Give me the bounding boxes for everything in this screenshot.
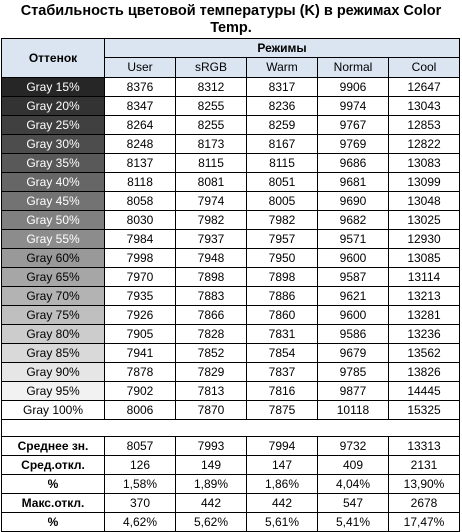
value-cell: 7998	[105, 249, 176, 268]
table-row	[2, 363, 460, 382]
stat-value-cell: 5,61%	[247, 513, 318, 532]
table-row	[2, 78, 460, 97]
shade-name-cell: Gray 75%	[2, 306, 105, 325]
value-cell: 7984	[105, 230, 176, 249]
value-cell: 7866	[176, 306, 247, 325]
value-cell: 8137	[105, 154, 176, 173]
shade-name-cell: Gray 55%	[2, 230, 105, 249]
value-cell: 7948	[176, 249, 247, 268]
value-cell: 12853	[389, 116, 460, 135]
shade-name-cell: Gray 60%	[2, 249, 105, 268]
stat-value-cell: 409	[318, 456, 389, 475]
shade-name-cell: Gray 45%	[2, 192, 105, 211]
table-row	[2, 401, 460, 420]
value-cell: 7883	[176, 287, 247, 306]
stat-value-cell: 4,62%	[105, 513, 176, 532]
value-cell: 7926	[105, 306, 176, 325]
stat-value-cell: 2131	[389, 456, 460, 475]
stat-value-cell: 5,41%	[318, 513, 389, 532]
mode-header-normal: Normal	[318, 58, 389, 78]
value-cell: 7828	[176, 325, 247, 344]
value-cell: 7898	[176, 268, 247, 287]
value-cell: 7860	[247, 306, 318, 325]
value-cell: 7886	[247, 287, 318, 306]
value-cell: 9974	[318, 97, 389, 116]
value-cell: 9571	[318, 230, 389, 249]
stat-value-cell: 370	[105, 494, 176, 513]
stat-value-cell: 13313	[389, 437, 460, 456]
value-cell: 8115	[176, 154, 247, 173]
value-cell: 7950	[247, 249, 318, 268]
value-cell: 8030	[105, 211, 176, 230]
value-cell: 8255	[176, 116, 247, 135]
value-cell: 8255	[176, 97, 247, 116]
value-cell: 7982	[247, 211, 318, 230]
value-cell: 7898	[247, 268, 318, 287]
value-cell: 13083	[389, 154, 460, 173]
value-cell: 9600	[318, 306, 389, 325]
table-row	[2, 249, 460, 268]
value-cell: 9877	[318, 382, 389, 401]
value-cell: 9621	[318, 287, 389, 306]
shade-name-cell: Gray 30%	[2, 135, 105, 154]
value-cell: 8376	[105, 78, 176, 97]
value-cell: 8005	[247, 192, 318, 211]
stat-value-cell: 126	[105, 456, 176, 475]
table-row	[2, 192, 460, 211]
table-row	[2, 173, 460, 192]
value-cell: 8173	[176, 135, 247, 154]
value-cell: 7941	[105, 344, 176, 363]
mode-header-cool: Cool	[389, 58, 460, 78]
value-cell: 8312	[176, 78, 247, 97]
value-cell: 8006	[105, 401, 176, 420]
stat-row	[2, 494, 460, 513]
value-cell: 9906	[318, 78, 389, 97]
stat-label-cell: Макс.откл.	[2, 494, 105, 513]
value-cell: 8236	[247, 97, 318, 116]
value-cell: 8115	[247, 154, 318, 173]
shade-name-cell: Gray 95%	[2, 382, 105, 401]
stat-value-cell: 1,58%	[105, 475, 176, 494]
shade-name-cell: Gray 65%	[2, 268, 105, 287]
value-cell: 9767	[318, 116, 389, 135]
table-row	[2, 325, 460, 344]
value-cell: 8317	[247, 78, 318, 97]
value-cell: 7905	[105, 325, 176, 344]
stat-value-cell: 7994	[247, 437, 318, 456]
value-cell: 13826	[389, 363, 460, 382]
value-cell: 9600	[318, 249, 389, 268]
shade-name-cell: Gray 20%	[2, 97, 105, 116]
shade-name-cell: Gray 40%	[2, 173, 105, 192]
stat-row	[2, 513, 460, 532]
value-cell: 9682	[318, 211, 389, 230]
value-cell: 8058	[105, 192, 176, 211]
shade-name-cell: Gray 100%	[2, 401, 105, 420]
modes-column-header: Режимы	[105, 39, 460, 58]
value-cell: 7957	[247, 230, 318, 249]
mode-header-warm: Warm	[247, 58, 318, 78]
value-cell: 13085	[389, 249, 460, 268]
stat-row	[2, 475, 460, 494]
value-cell: 7829	[176, 363, 247, 382]
color-temperature-table	[1, 38, 460, 532]
value-cell: 9587	[318, 268, 389, 287]
value-cell: 8264	[105, 116, 176, 135]
separator-cell	[2, 420, 460, 437]
separator-row	[2, 420, 460, 437]
value-cell: 9769	[318, 135, 389, 154]
stat-value-cell: 149	[176, 456, 247, 475]
shade-name-cell: Gray 85%	[2, 344, 105, 363]
value-cell: 8248	[105, 135, 176, 154]
value-cell: 7837	[247, 363, 318, 382]
stat-value-cell: 13,90%	[389, 475, 460, 494]
table-row	[2, 306, 460, 325]
stat-row	[2, 437, 460, 456]
stat-label-cell: %	[2, 475, 105, 494]
value-cell: 7854	[247, 344, 318, 363]
table-title: Стабильность цветовой температуры (K) в режимах Color Temp.	[20, 3, 442, 36]
stat-value-cell: 1,86%	[247, 475, 318, 494]
value-cell: 13213	[389, 287, 460, 306]
shade-name-cell: Gray 50%	[2, 211, 105, 230]
stat-value-cell: 17,47%	[389, 513, 460, 532]
table-row	[2, 287, 460, 306]
table-row	[2, 344, 460, 363]
value-cell: 7816	[247, 382, 318, 401]
stat-value-cell: 547	[318, 494, 389, 513]
value-cell: 10118	[318, 401, 389, 420]
stat-row	[2, 456, 460, 475]
table-row	[2, 116, 460, 135]
value-cell: 13562	[389, 344, 460, 363]
value-cell: 7982	[176, 211, 247, 230]
value-cell: 12930	[389, 230, 460, 249]
value-cell: 7852	[176, 344, 247, 363]
stat-value-cell: 8057	[105, 437, 176, 456]
value-cell: 7974	[176, 192, 247, 211]
table-row	[2, 154, 460, 173]
value-cell: 7935	[105, 287, 176, 306]
value-cell: 7902	[105, 382, 176, 401]
table-row	[2, 211, 460, 230]
stat-value-cell: 7993	[176, 437, 247, 456]
mode-header-user: User	[105, 58, 176, 78]
stat-value-cell: 2678	[389, 494, 460, 513]
value-cell: 13048	[389, 192, 460, 211]
stat-label-cell: Среднее зн.	[2, 437, 105, 456]
value-cell: 13043	[389, 97, 460, 116]
value-cell: 8167	[247, 135, 318, 154]
shade-name-cell: Gray 15%	[2, 78, 105, 97]
shade-column-header: Оттенок	[2, 39, 105, 78]
value-cell: 9681	[318, 173, 389, 192]
value-cell: 13025	[389, 211, 460, 230]
mode-header-srgb: sRGB	[176, 58, 247, 78]
value-cell: 7878	[105, 363, 176, 382]
stat-value-cell: 442	[176, 494, 247, 513]
value-cell: 9679	[318, 344, 389, 363]
value-cell: 15325	[389, 401, 460, 420]
value-cell: 13236	[389, 325, 460, 344]
stat-value-cell: 147	[247, 456, 318, 475]
stat-label-cell: Сред.откл.	[2, 456, 105, 475]
table-row	[2, 382, 460, 401]
value-cell: 7970	[105, 268, 176, 287]
value-cell: 7831	[247, 325, 318, 344]
stat-label-cell: %	[2, 513, 105, 532]
value-cell: 8259	[247, 116, 318, 135]
value-cell: 14445	[389, 382, 460, 401]
value-cell: 7937	[176, 230, 247, 249]
table-row	[2, 135, 460, 154]
value-cell: 8051	[247, 173, 318, 192]
value-cell: 13099	[389, 173, 460, 192]
stat-value-cell: 1,89%	[176, 475, 247, 494]
value-cell: 8118	[105, 173, 176, 192]
value-cell: 12647	[389, 78, 460, 97]
shade-name-cell: Gray 90%	[2, 363, 105, 382]
stat-value-cell: 5,62%	[176, 513, 247, 532]
shade-name-cell: Gray 35%	[2, 154, 105, 173]
table-row	[2, 97, 460, 116]
value-cell: 9690	[318, 192, 389, 211]
value-cell: 7875	[247, 401, 318, 420]
value-cell: 9785	[318, 363, 389, 382]
value-cell: 7870	[176, 401, 247, 420]
value-cell: 13281	[389, 306, 460, 325]
shade-name-cell: Gray 80%	[2, 325, 105, 344]
value-cell: 13114	[389, 268, 460, 287]
value-cell: 8347	[105, 97, 176, 116]
stat-value-cell: 9732	[318, 437, 389, 456]
table-row	[2, 230, 460, 249]
value-cell: 8081	[176, 173, 247, 192]
value-cell: 9686	[318, 154, 389, 173]
table-row	[2, 268, 460, 287]
value-cell: 7813	[176, 382, 247, 401]
shade-name-cell: Gray 70%	[2, 287, 105, 306]
stat-value-cell: 442	[247, 494, 318, 513]
shade-name-cell: Gray 25%	[2, 116, 105, 135]
value-cell: 9586	[318, 325, 389, 344]
stat-value-cell: 4,04%	[318, 475, 389, 494]
value-cell: 12822	[389, 135, 460, 154]
